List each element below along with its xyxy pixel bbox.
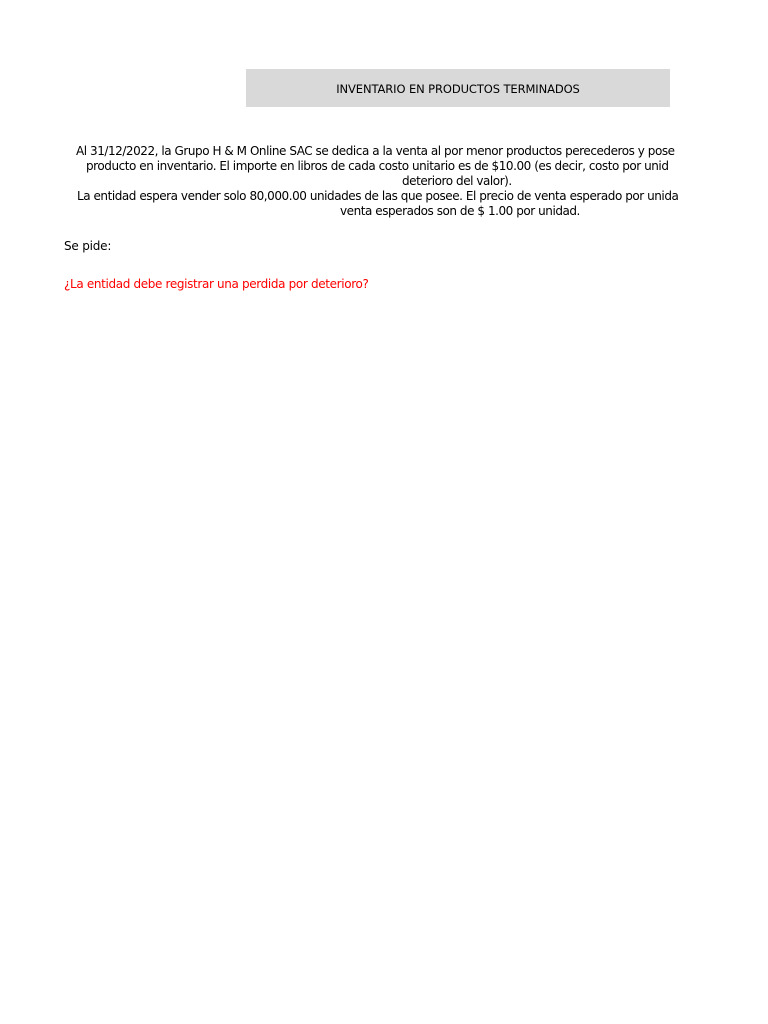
request-label: Se pide: [64,239,112,253]
question-text: ¿La entidad debe registrar una perdida por deterioro? [64,277,369,291]
problem-statement [0,144,768,224]
statement-line-4: La entidad espera vender solo 80,000.00 unidades de las que posee. El precio de venta esperado por unida [77,189,679,203]
statement-line-2: producto en inventario. El importe en libros de cada costo unitario es de $10.00 (es decir, costo por unid [86,159,669,173]
title-banner [246,69,670,107]
page-title: INVENTARIO EN PRODUCTOS TERMINADOS [336,82,580,96]
statement-line-1: Al 31/12/2022, la Grupo H & M Online SAC se dedica a la venta al por menor productos perecederos y pose [76,144,675,158]
statement-line-3: deterioro del valor). [402,174,512,188]
statement-line-5: venta esperados son de $ 1.00 por unidad. [340,204,580,218]
